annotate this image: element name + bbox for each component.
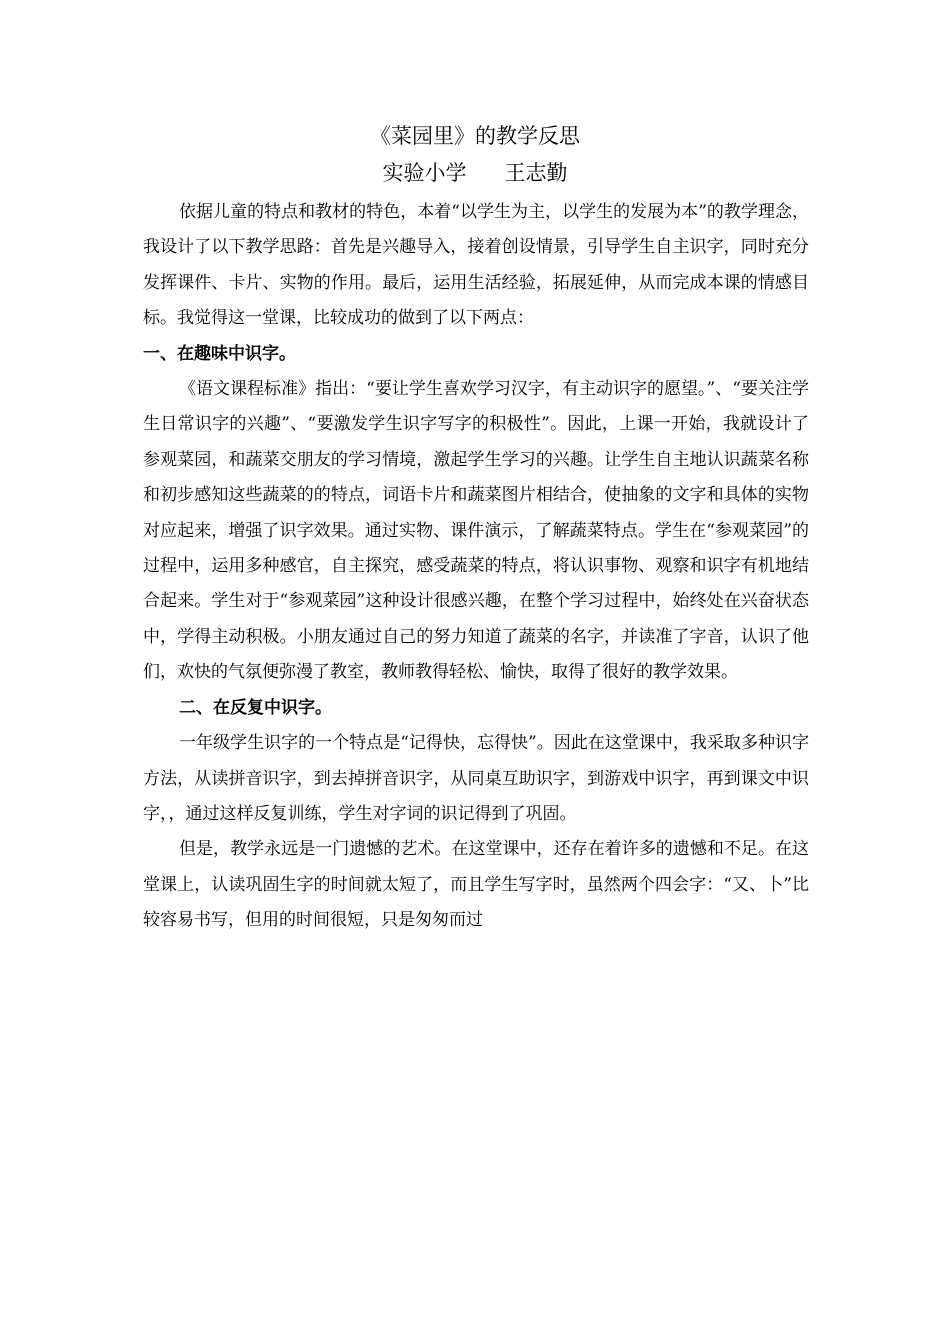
school-name: 实验小学 [382, 161, 467, 185]
byline [0, 158, 950, 188]
document-body [143, 195, 809, 939]
paragraph-section-1: 《语文课程标准》指出：“要让学生喜欢学习汉字，有主动识字的愿望。”、“要关注学生日常识字的兴趣”、“要激发学生识字写字的积极性”。因此，上课一开始，我就设计了参观菜园，和蔬菜交朋友的学习情境，激起学生学习的兴趣。让学生自主地认识蔬菜名称和初步感知这些蔬菜的的特点，词语卡片和蔬菜图片相结合，使抽象的文字和具体的实物对应起来，增强了识字效果。通过实物、课件演示，了解蔬菜特点。学生在“参观菜园”的过程中，运用多种感官，自主探究，感受蔬菜的特点，将认识事物、观察和识字有机地结合起来。学生对于“参观菜园”这种设计很感兴趣，在整个学习过程中，始终处在兴奋状态中，学得主动积极。小朋友通过自己的努力知道了蔬菜的名字，并读准了字音，认识了他们，欢快的气氛便弥漫了教室，教师教得轻松、愉快，取得了很好的教学效果。 [143, 379, 809, 683]
author-name: 王志勤 [504, 161, 568, 185]
paragraph-reflection: 但是，教学永远是一门遗憾的艺术。在这堂课中，还存在着许多的遗憾和不足。在这堂课上，认读巩固生字的时间就太短了，而且学生写字时，虽然两个四会字：“又、卜”比较容易书写，但用的时间很短，只是匆匆而过 [143, 839, 809, 931]
paragraph-section-2: 一年级学生识字的一个特点是“记得快，忘得快”。因此在这堂课中，我采取多种识字方法，从读拼音识字，到去掉拼音识字，从同桌互助识字，到游戏中识字，再到课文中识字，，通过这样反复训练，学生对字词的识记得到了巩固。 [143, 733, 809, 824]
section-heading-2: 二、在反复中识字。 [179, 697, 332, 718]
document-title: 《菜园里》的教学反思 [370, 124, 580, 148]
paragraph-intro: 依据儿童的特点和教材的特色，本着“以学生为主，以学生的发展为本”的教学理念，我设计了以下教学思路：首先是兴趣导入，接着创设情景，引导学生自主识字，同时充分发挥课件、卡片、实物的作用。最后，运用生活经验，拓展延伸，从而完成本课的情感目标。我觉得这一堂课，比较成功的做到了以下两点： [143, 202, 809, 329]
section-heading-1: 一、在趣味中识字。 [143, 343, 296, 364]
